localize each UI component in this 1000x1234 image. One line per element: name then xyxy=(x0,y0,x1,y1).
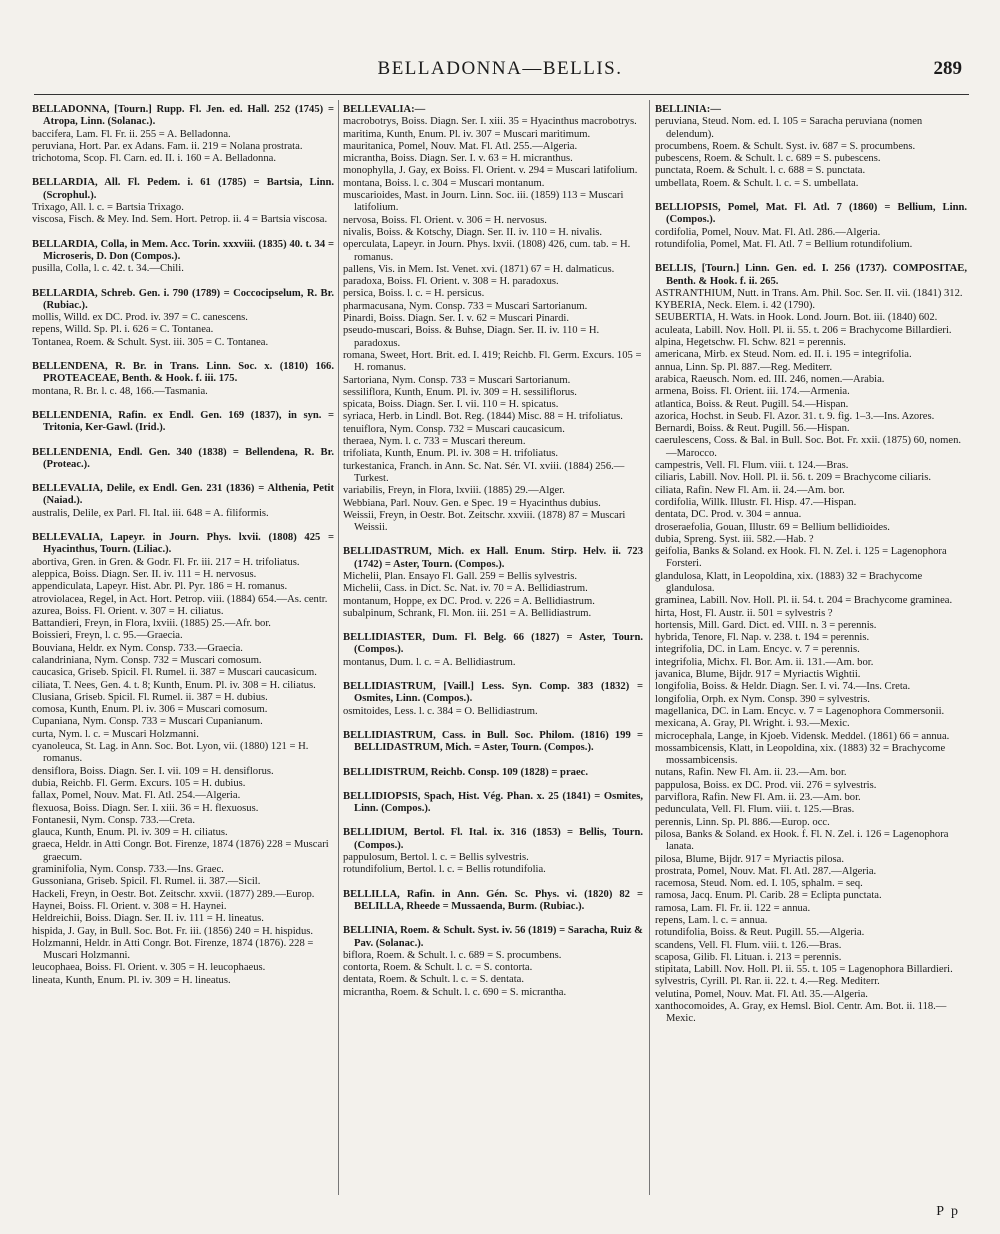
genus-synonym-line: ASTRANTHIUM, Nutt. in Trans. Am. Phil. Soc. Ser. II. vii. (1841) 312. xyxy=(655,287,963,299)
species-entry: curta, Nym. l. c. = Muscari Holzmanni. xyxy=(32,728,199,740)
species-entry: lineata, Kunth, Enum. Pl. iv. 309 = H. lineatus. xyxy=(32,974,231,986)
species-entry: microcephala, Lange, in Kjoeb. Vidensk. Meddel. (1861) 66 = annua. xyxy=(655,730,950,742)
species-entry: Michelii, Plan. Ensayo Fl. Gall. 259 = Bellis sylvestris. xyxy=(343,570,578,582)
species-entry: glandulosa, Klatt, in Leopoldina, xix. (1883) 32 = Brachycome glandulosa. xyxy=(655,570,923,594)
species-entry: theraea, Nym. l. c. 733 = Muscari thereum. xyxy=(343,436,526,448)
species-entry: trichotoma, Scop. Fl. Carn. ed. II. i. 160 = A. Belladonna. xyxy=(32,153,277,165)
species-entry: caerulescens, Coss. & Bal. in Bull. Soc. Bot. Fr. xxii. (1875) 60, nomen.—Marocco. xyxy=(655,435,962,459)
genus-entry xyxy=(32,288,334,349)
genus-heading: BELLILLA, Rafin. in Ann. Gén. Sc. Phys. vi. (1820) 82 = BELILLA, Rheede = Mussaenda, Burm. (Rubiac.). xyxy=(343,888,643,912)
genus-entry xyxy=(32,361,334,398)
genus-heading: BELLADONNA, [Tourn.] Rupp. Fl. Jen. ed. Hall. 252 (1745) = Atropa, Linn. (Solanac.). xyxy=(32,104,334,128)
species-entry: pharmacusana, Nym. Consp. 733 = Muscari Sartorianum. xyxy=(343,300,588,312)
species-entry: persica, Boiss. l. c. = H. persicus. xyxy=(343,288,485,300)
species-entry: armena, Boiss. Fl. Orient. iii. 174.—Armenia. xyxy=(655,386,850,398)
species-entry: racemosa, Steud. Nom. ed. I. 105, sphalm. = seq. xyxy=(655,878,863,890)
genus-heading: BELLIDISTRUM, Reichb. Consp. 109 (1828) = praec. xyxy=(343,766,589,778)
species-entry: fallax, Pomel, Nouv. Mat. Fl. Atl. 254.—Algeria. xyxy=(32,790,241,802)
species-entry: pallens, Vis. in Mem. Ist. Venet. xvi. (1871) 67 = H. dalmaticus. xyxy=(343,263,615,275)
species-entry: azurea, Boiss. Fl. Orient. v. 307 = H. ciliatus. xyxy=(32,605,224,617)
species-entry: pilosa, Banks & Soland. ex Hook. f. Fl. N. Zel. i. 126 = Lagenophora lanata. xyxy=(655,828,949,853)
genus-entry xyxy=(343,767,643,779)
species-entry: muscarioides, Mast. in Journ. Linn. Soc. iii. (1859) 113 = Muscari latifolium. xyxy=(343,190,624,214)
genus-heading: BELLIDASTRUM, Mich. ex Hall. Enum. Stirp. Helv. ii. 723 (1742) = Aster, Tourn. (Compos.). xyxy=(343,546,643,570)
column-divider xyxy=(649,100,650,1195)
genus-heading: BELLIDIUM, Bertol. Fl. Ital. ix. 316 (1853) = Bellis, Tourn. (Compos.). xyxy=(343,827,643,851)
species-entry: rotundifolia, Boiss. & Reut. Pugill. 55.—Algeria. xyxy=(655,927,865,939)
genus-entry xyxy=(32,104,334,165)
species-entry: Holzmanni, Heldr. in Atti Congr. Bot. Firenze, 1874 (1876). 228 = Muscari Holzmanni. xyxy=(32,937,314,962)
species-entry: ciliata, T. Nees, Gen. 4. t. 8; Kunth, Enum. Pl. iv. 308 = H. ciliatus. xyxy=(32,679,316,691)
species-entry: appendiculata, Lapeyr. Hist. Abr. Pl. Pyr. 186 = H. romanus. xyxy=(32,581,288,593)
species-entry: baccifera, Lam. Fl. Fr. ii. 255 = A. Belladonna. xyxy=(32,128,231,140)
species-entry: Gussoniana, Griseb. Spicil. Fl. Rumel. ii. 387.—Sicil. xyxy=(32,876,261,888)
species-entry: variabilis, Freyn, in Flora, lxviii. (1885) 29.—Alger. xyxy=(343,485,565,497)
species-entry: dubia, Reichb. Fl. Germ. Excurs. 105 = H. dubius. xyxy=(32,777,246,789)
species-entry: maritima, Kunth, Enum. Pl. iv. 307 = Muscari maritimum. xyxy=(343,128,591,140)
species-entry: cordifolia, Willk. Illustr. Fl. Hisp. 47.—Hispan. xyxy=(655,496,857,508)
species-entry: peruviana, Steud. Nom. ed. I. 105 = Saracha peruviana (nomen delendum). xyxy=(655,116,923,140)
species-entry: Heldreichii, Boiss. Diagn. Ser. II. iv. 111 = H. lineatus. xyxy=(32,913,264,925)
genus-heading: BELLARDIA, All. Fl. Pedem. i. 61 (1785) = Bartsia, Linn. (Scrophul.). xyxy=(32,177,334,201)
genus-entry xyxy=(655,202,967,251)
species-entry: longifolia, Boiss. & Heldr. Diagn. Ser. I. vi. 74.—Ins. Creta. xyxy=(655,681,911,693)
genus-entry xyxy=(343,632,643,669)
species-entry: procumbens, Roem. & Schult. Syst. iv. 687 = S. procumbens. xyxy=(655,140,916,152)
species-entry: Hackeli, Freyn, in Oestr. Bot. Zeitschr. xxvii. (1877) 289.—Europ. xyxy=(32,888,315,900)
species-entry: viscosa, Fisch. & Mey. Ind. Sem. Hort. Petrop. ii. 4 = Bartsia viscosa. xyxy=(32,214,328,226)
genus-entry xyxy=(32,532,334,987)
genus-heading: BELLINIA, Roem. & Schult. Syst. iv. 56 (1819) = Saracha, Ruiz & Pav. (Solanac.). xyxy=(343,925,643,949)
species-entry: ciliaris, Labill. Nov. Holl. Pl. ii. 56. t. 209 = Brachycome ciliaris. xyxy=(655,472,931,484)
genus-heading: BELLENDENA, R. Br. in Trans. Linn. Soc. x. (1810) 166. PROTEACEAE, Benth. & Hook. f. iii. 175. xyxy=(32,361,334,385)
species-entry: trifoliata, Kunth, Enum. Pl. iv. 308 = H. trifoliatus. xyxy=(343,448,559,460)
species-entry: punctata, Roem. & Schult. l. c. 688 = S. punctata. xyxy=(655,165,866,177)
species-entry: montana, Boiss. l. c. 304 = Muscari montanum. xyxy=(343,177,545,189)
species-entry: cordifolia, Pomel, Nouv. Mat. Fl. Atl. 286.—Algeria. xyxy=(655,226,881,238)
species-entry: tenuiflora, Nym. Consp. 732 = Muscari caucasicum. xyxy=(343,423,565,435)
species-entry: azorica, Hochst. in Seub. Fl. Azor. 31. t. 9. fig. 1–3.—Ins. Azores. xyxy=(655,410,935,422)
genus-entry xyxy=(343,681,643,718)
species-entry: scaposa, Gilib. Fl. Lituan. i. 213 = perennis. xyxy=(655,951,842,963)
species-entry: aleppica, Boiss. Diagn. Ser. II. iv. 111 = H. nervosus. xyxy=(32,568,257,580)
genus-entry xyxy=(343,730,643,755)
species-entry: operculata, Lapeyr. in Journ. Phys. lxvii. (1808) 426, cum. tab. = H. romanus. xyxy=(343,239,631,263)
species-entry: nervosa, Boiss. Fl. Orient. v. 306 = H. nervosus. xyxy=(343,214,547,226)
species-entry: osmitoides, Less. l. c. 384 = O. Bellidiastrum. xyxy=(343,705,538,717)
species-entry: velutina, Pomel, Nouv. Mat. Fl. Atl. 35.—Algeria. xyxy=(655,988,868,1000)
genus-entry xyxy=(655,263,967,1025)
genus-heading: BELLIDIOPSIS, Spach, Hist. Vég. Phan. x. 25 (1841) = Osmites, Linn. (Compos.). xyxy=(343,790,643,815)
genus-synonym-line: KYBERIA, Neck. Elem. i. 42 (1790). xyxy=(655,300,816,312)
species-entry: flexuosa, Boiss. Diagn. Ser. I. xiii. 36 = H. flexuosus. xyxy=(32,802,259,814)
species-entry: calandriniana, Nym. Consp. 732 = Muscari comosum. xyxy=(32,654,262,666)
species-entry: hispida, J. Gay, in Bull. Soc. Bot. Fr. iii. (1856) 240 = H. hispidus. xyxy=(32,925,314,937)
species-entry: repens, Lam. l. c. = annua. xyxy=(655,915,768,926)
genus-heading: BELLEVALIA, Lapeyr. in Journ. Phys. lxvii. (1808) 425 = Hyacinthus, Tourn. (Liliac.). xyxy=(32,532,334,556)
species-entry: geifolia, Banks & Soland. ex Hook. Fl. N. Zel. i. 125 = Lagenophora Forsteri. xyxy=(655,546,947,570)
species-entry: micrantha, Roem. & Schult. l. c. 690 = S. micrantha. xyxy=(343,986,567,998)
species-entry: paradoxa, Boiss. Fl. Orient. v. 308 = H. paradoxus. xyxy=(343,276,559,288)
species-entry: stipitata, Labill. Nov. Holl. Pl. ii. 55. t. 105 = Lagenophora Billardieri. xyxy=(655,964,953,976)
species-entry: pubescens, Roem. & Schult. l. c. 689 = S. pubescens. xyxy=(655,153,881,165)
species-entry: Bernardi, Boiss. & Reut. Pugill. 56.—Hispan. xyxy=(655,423,850,435)
species-entry: dubia, Spreng. Syst. iii. 582.—Hab. ? xyxy=(655,533,814,545)
species-entry: nivalis, Boiss. & Kotschy, Diagn. Ser. II. iv. 110 = H. nivalis. xyxy=(343,226,603,238)
species-entry: hirta, Host, Fl. Austr. ii. 501 = sylvestris ? xyxy=(655,607,833,619)
species-entry: Pinardi, Boiss. Diagn. Ser. I. v. 62 = Muscari Pinardi. xyxy=(343,313,569,325)
genus-entry xyxy=(32,447,334,472)
species-entry: micrantha, Boiss. Diagn. Ser. I. v. 63 = H. micranthus. xyxy=(343,153,573,165)
species-entry: magellanica, DC. in Lam. Encyc. v. 7 = Lagenophora Commersonii. xyxy=(655,705,945,717)
page-number: 289 xyxy=(933,58,962,79)
genus-heading: BELLIOPSIS, Pomel, Mat. Fl. Atl. 7 (1860) = Bellium, Linn. (Compos.). xyxy=(655,202,967,226)
genus-heading: BELLIDIASTRUM, [Vaill.] Less. Syn. Comp. 383 (1832) = Osmites, Linn. (Compos.). xyxy=(343,681,643,705)
species-entry: Tontanea, Roem. & Schult. Syst. iii. 305 = C. Tontanea. xyxy=(32,336,269,348)
genus-heading: BELLARDIA, Schreb. Gen. i. 790 (1789) = Coccocipselum, R. Br. (Rubiac.). xyxy=(32,287,334,311)
species-entry: macrobotrys, Boiss. Diagn. Ser. I. xiii. 35 = Hyacinthus macrobotrys. xyxy=(343,116,637,128)
header-rule xyxy=(34,94,969,95)
species-entry: ramosa, Jacq. Enum. Pl. Carib. 28 = Eclipta punctata. xyxy=(655,890,882,902)
species-entry: hybrida, Tenore, Fl. Nap. v. 238. t. 194 = perennis. xyxy=(655,632,870,644)
species-entry: javanica, Blume, Bijdr. 917 = Myriactis Wightii. xyxy=(655,669,861,681)
genus-heading: BELLIDIASTER, Dum. Fl. Belg. 66 (1827) = Aster, Tourn. (Compos.). xyxy=(343,632,643,656)
species-entry: hortensis, Mill. Gard. Dict. ed. VIII. n. 3 = perennis. xyxy=(655,619,877,631)
species-entry: abortiva, Gren. in Gren. & Godr. Fl. Fr. iii. 217 = H. trifoliatus. xyxy=(32,556,300,568)
species-entry: rotundifolium, Bertol. l. c. = Bellis rotundifolia. xyxy=(343,864,546,876)
species-entry: subalpinum, Schrank, Fl. Mon. iii. 251 = A. Bellidiastrum. xyxy=(343,607,592,619)
species-entry: aculeata, Labill. Nov. Holl. Pl. ii. 55. t. 206 = Brachycome Billardieri. xyxy=(655,324,952,336)
genus-heading: BELLEVALIA:— xyxy=(343,104,426,115)
species-entry: longifolia, Orph. ex Nym. Consp. 390 = sylvestris. xyxy=(655,693,870,705)
species-entry: sylvestris, Cyrill. Pl. Rar. ii. 22. t. 4.—Reg. Mediterr. xyxy=(655,976,880,988)
species-entry: perennis, Linn. Sp. Pl. 886.—Europ. occ. xyxy=(655,816,830,828)
species-entry: syriaca, Herb. in Lindl. Bot. Reg. (1844) Misc. 88 = H. trifoliatus. xyxy=(343,411,623,423)
genus-entry xyxy=(32,177,334,226)
running-head xyxy=(0,58,1000,88)
species-entry: peruviana, Hort. Par. ex Adans. Fam. ii. 219 = Nolana prostrata. xyxy=(32,140,303,152)
species-entry: atroviolacea, Regel, in Act. Hort. Petrop. viii. (1884) 654.—As. centr. xyxy=(32,593,328,605)
species-entry: rotundifolia, Pomel, Mat. Fl. Atl. 7 = Bellium rotundifolium. xyxy=(655,238,913,250)
species-entry: mollis, Willd. ex DC. Prod. iv. 397 = C. canescens. xyxy=(32,312,248,324)
species-entry: alpina, Hegetschw. Fl. Schw. 821 = perennis. xyxy=(655,337,846,349)
species-entry: repens, Willd. Sp. Pl. i. 626 = C. Tontanea. xyxy=(32,324,214,336)
genus-heading: BELLARDIA, Colla, in Mem. Acc. Torin. xxxviii. (1835) 40. t. 34 = Microseris, D. Don (Compos.). xyxy=(32,238,334,262)
species-entry: montanus, Dum. l. c. = A. Bellidiastrum. xyxy=(343,656,516,668)
genus-entry xyxy=(32,239,334,276)
genus-entry xyxy=(343,889,643,914)
species-entry: mexicana, A. Gray, Pl. Wright. i. 93.—Mexic. xyxy=(655,718,850,730)
genus-entry xyxy=(32,483,334,520)
species-entry: monophylla, J. Gay, ex Boiss. Fl. Orient. v. 294 = Muscari latifolium. xyxy=(343,165,638,177)
genus-heading: BELLINIA:— xyxy=(655,104,721,115)
species-entry: ciliata, Rafin. New Fl. Am. ii. 24.—Am. bor. xyxy=(655,484,845,496)
species-entry: graminea, Labill. Nov. Holl. Pl. ii. 54. t. 204 = Brachycome graminea. xyxy=(655,595,953,607)
species-entry: dentata, DC. Prod. v. 304 = annua. xyxy=(655,509,802,521)
column-divider xyxy=(338,100,339,1195)
species-entry: Sartoriana, Nym. Consp. 733 = Muscari Sartorianum. xyxy=(343,374,571,386)
species-entry: Battandieri, Freyn, in Flora, lxviii. (1885) 25.—Afr. bor. xyxy=(32,618,271,630)
species-entry: romana, Sweet, Hort. Brit. ed. I. 419; Reichb. Fl. Germ. Excurs. 105 = H. romanus. xyxy=(343,349,642,374)
species-entry: dentata, Roem. & Schult. l. c. = S. dentata. xyxy=(343,974,525,986)
genus-entry xyxy=(343,827,643,876)
genus-heading: BELLENDENIA, Rafin. ex Endl. Gen. 169 (1837), in syn. = Tritonia, Ker-Gawl. (Irid.). xyxy=(32,409,334,434)
species-entry: sessiliflora, Kunth, Enum. Pl. iv. 309 = H. sessiliflorus. xyxy=(343,386,577,398)
genus-synonym-line: SEUBERTIA, H. Wats. in Hook. Lond. Journ. Bot. iii. (1840) 602. xyxy=(655,312,938,324)
species-entry: montanum, Hoppe, ex DC. Prod. v. 226 = A. Bellidiastrum. xyxy=(343,595,595,607)
genus-heading: BELLEVALIA, Delile, ex Endl. Gen. 231 (1836) = Althenia, Petit (Naiad.). xyxy=(32,483,334,507)
species-entry: integrifolia, DC. in Lam. Encyc. v. 7 = perennis. xyxy=(655,644,860,656)
species-entry: annua, Linn. Sp. Pl. 887.—Reg. Mediterr. xyxy=(655,361,833,373)
species-entry: prostrata, Pomel, Nouv. Mat. Fl. Atl. 287.—Algeria. xyxy=(655,865,877,877)
species-entry: graminifolia, Nym. Consp. 733.—Ins. Graec. xyxy=(32,864,224,876)
genus-entry xyxy=(343,104,643,534)
genus-heading: BELLIDIASTRUM, Cass. in Bull. Soc. Philom. (1816) 199 = BELLIDASTRUM, Mich. = Aster, Tourn. (Compos.). xyxy=(343,729,643,754)
species-entry: spicata, Boiss. Diagn. Ser. I. vii. 110 = H. spicatus. xyxy=(343,399,559,411)
species-entry: biflora, Roem. & Schult. l. c. 689 = S. procumbens. xyxy=(343,949,562,961)
species-entry: nutans, Rafin. New Fl. Am. ii. 23.—Am. bor. xyxy=(655,767,847,779)
species-entry: pappulosa, Boiss. ex DC. Prod. vii. 276 = sylvestris. xyxy=(655,779,877,791)
species-entry: Webbiana, Parl. Nouv. Gen. e Spec. 19 = Hyacinthus dubius. xyxy=(343,497,601,509)
species-entry: caucasica, Griseb. Spicil. Fl. Rumel. ii. 387 = Muscari caucasicum. xyxy=(32,667,317,679)
species-entry: Clusiana, Griseb. Spicil. Fl. Rumel. ii. 387 = H. dubius. xyxy=(32,691,268,703)
species-entry: integrifolia, Michx. Fl. Bor. Am. ii. 131.—Am. bor. xyxy=(655,656,874,668)
species-entry: atlantica, Boiss. & Reut. Pugill. 54.—Hispan. xyxy=(655,398,849,410)
species-entry: leucophaea, Boiss. Fl. Orient. v. 305 = H. leucophaeus. xyxy=(32,962,266,974)
species-entry: parviflora, Rafin. New Fl. Am. ii. 23.—Am. bor. xyxy=(655,792,861,804)
species-entry: pusilla, Colla, l. c. 42. t. 34.—Chili. xyxy=(32,263,184,275)
species-entry: Michelii, Cass. in Dict. Sc. Nat. iv. 70 = A. Bellidiastrum. xyxy=(343,583,588,595)
text-column-right xyxy=(655,104,967,1194)
genus-entry xyxy=(343,546,643,620)
species-entry: densiflora, Boiss. Diagn. Ser. I. vii. 109 = H. densiflorus. xyxy=(32,765,274,777)
species-entry: Fontanesii, Nym. Consp. 733.—Creta. xyxy=(32,814,196,826)
species-entry: ramosa, Lam. Fl. Fr. ii. 122 = annua. xyxy=(655,902,811,914)
species-entry: Cupaniana, Nym. Consp. 733 = Muscari Cupanianum. xyxy=(32,716,263,728)
text-column-middle xyxy=(343,104,643,1194)
species-entry: Bouviana, Heldr. ex Nym. Consp. 733.—Graecia. xyxy=(32,642,243,654)
genus-entry xyxy=(32,410,334,435)
genus-heading: BELLENDENIA, Endl. Gen. 340 (1838) = Bellendena, R. Br. (Proteac.). xyxy=(32,446,334,470)
species-entry: pseudo-muscari, Boiss. & Buhse, Diagn. Ser. II. iv. 110 = H. paradoxus. xyxy=(343,325,600,349)
species-entry: Boissieri, Freyn, l. c. 95.—Graecia. xyxy=(32,630,183,642)
genus-entry xyxy=(655,104,967,190)
species-entry: australis, Delile, ex Parl. Fl. Ital. iii. 648 = A. filiformis. xyxy=(32,507,269,519)
species-entry: Weissii, Freyn, in Oestr. Bot. Zeitschr. xxviii. (1878) 87 = Muscari Weissii. xyxy=(343,509,626,534)
species-entry: contorta, Roem. & Schult. l. c. = S. contorta. xyxy=(343,962,533,974)
printer-signature: P p xyxy=(936,1204,960,1219)
species-entry: mauritanica, Pomel, Nouv. Mat. Fl. Atl. 255.—Algeria. xyxy=(343,140,578,152)
genus-heading: BELLIS, [Tourn.] Linn. Gen. ed. I. 256 (1737). COMPOSITAE, Benth. & Hook. f. ii. 265. xyxy=(655,263,967,287)
species-entry: comosa, Kunth, Enum. Pl. iv. 306 = Muscari comosum. xyxy=(32,704,268,716)
species-entry: turkestanica, Franch. in Ann. Sc. Nat. Sér. VI. xviii. (1884) 256.—Turkest. xyxy=(343,460,625,484)
species-entry: mossambicensis, Klatt, in Leopoldina, xix. (1883) 32 = Brachycome mossambicensis. xyxy=(655,742,946,767)
species-entry: xanthocomoides, A. Gray, ex Hemsl. Biol. Centr. Am. Bot. ii. 118.—Mexic. xyxy=(655,1001,947,1025)
running-title: BELLADONNA—BELLIS. xyxy=(377,58,623,79)
species-entry: graeca, Heldr. in Atti Congr. Bot. Firenze, 1874 (1876) 228 = Muscari graecum. xyxy=(32,839,329,863)
species-entry: campestris, Vell. Fl. Flum. viii. t. 124.—Bras. xyxy=(655,460,849,472)
species-entry: pilosa, Blume, Bijdr. 917 = Myriactis pilosa. xyxy=(655,853,845,865)
species-entry: umbellata, Roem. & Schult. l. c. = S. umbellata. xyxy=(655,177,859,189)
species-entry: pappulosum, Bertol. l. c. = Bellis sylvestris. xyxy=(343,852,529,864)
species-entry: montana, R. Br. l. c. 48, 166.—Tasmania. xyxy=(32,385,208,397)
species-entry: Haynei, Boiss. Fl. Orient. v. 308 = H. Haynei. xyxy=(32,900,227,912)
species-entry: cyanoleuca, St. Lag. in Ann. Soc. Bot. Lyon, vii. (1880) 121 = H. romanus. xyxy=(32,741,309,765)
genus-entry xyxy=(343,925,643,999)
species-entry: Trixago, All. l. c. = Bartsia Trixago. xyxy=(32,202,184,214)
species-entry: pedunculata, Vell. Fl. Flum. viii. t. 125.—Bras. xyxy=(655,804,855,816)
species-entry: scandens, Vell. Fl. Flum. viii. t. 126.—Bras. xyxy=(655,939,842,951)
species-entry: arabica, Raeusch. Nom. ed. III. 246, nomen.—Arabia. xyxy=(655,373,885,385)
species-entry: americana, Mirb. ex Steud. Nom. ed. II. i. 195 = integrifolia. xyxy=(655,349,912,361)
species-entry: glauca, Kunth, Enum. Pl. iv. 309 = H. ciliatus. xyxy=(32,827,228,839)
text-column-left xyxy=(32,104,334,1194)
species-entry: droseraefolia, Gouan, Illustr. 69 = Bellium bellidioides. xyxy=(655,521,890,533)
genus-entry xyxy=(343,791,643,816)
